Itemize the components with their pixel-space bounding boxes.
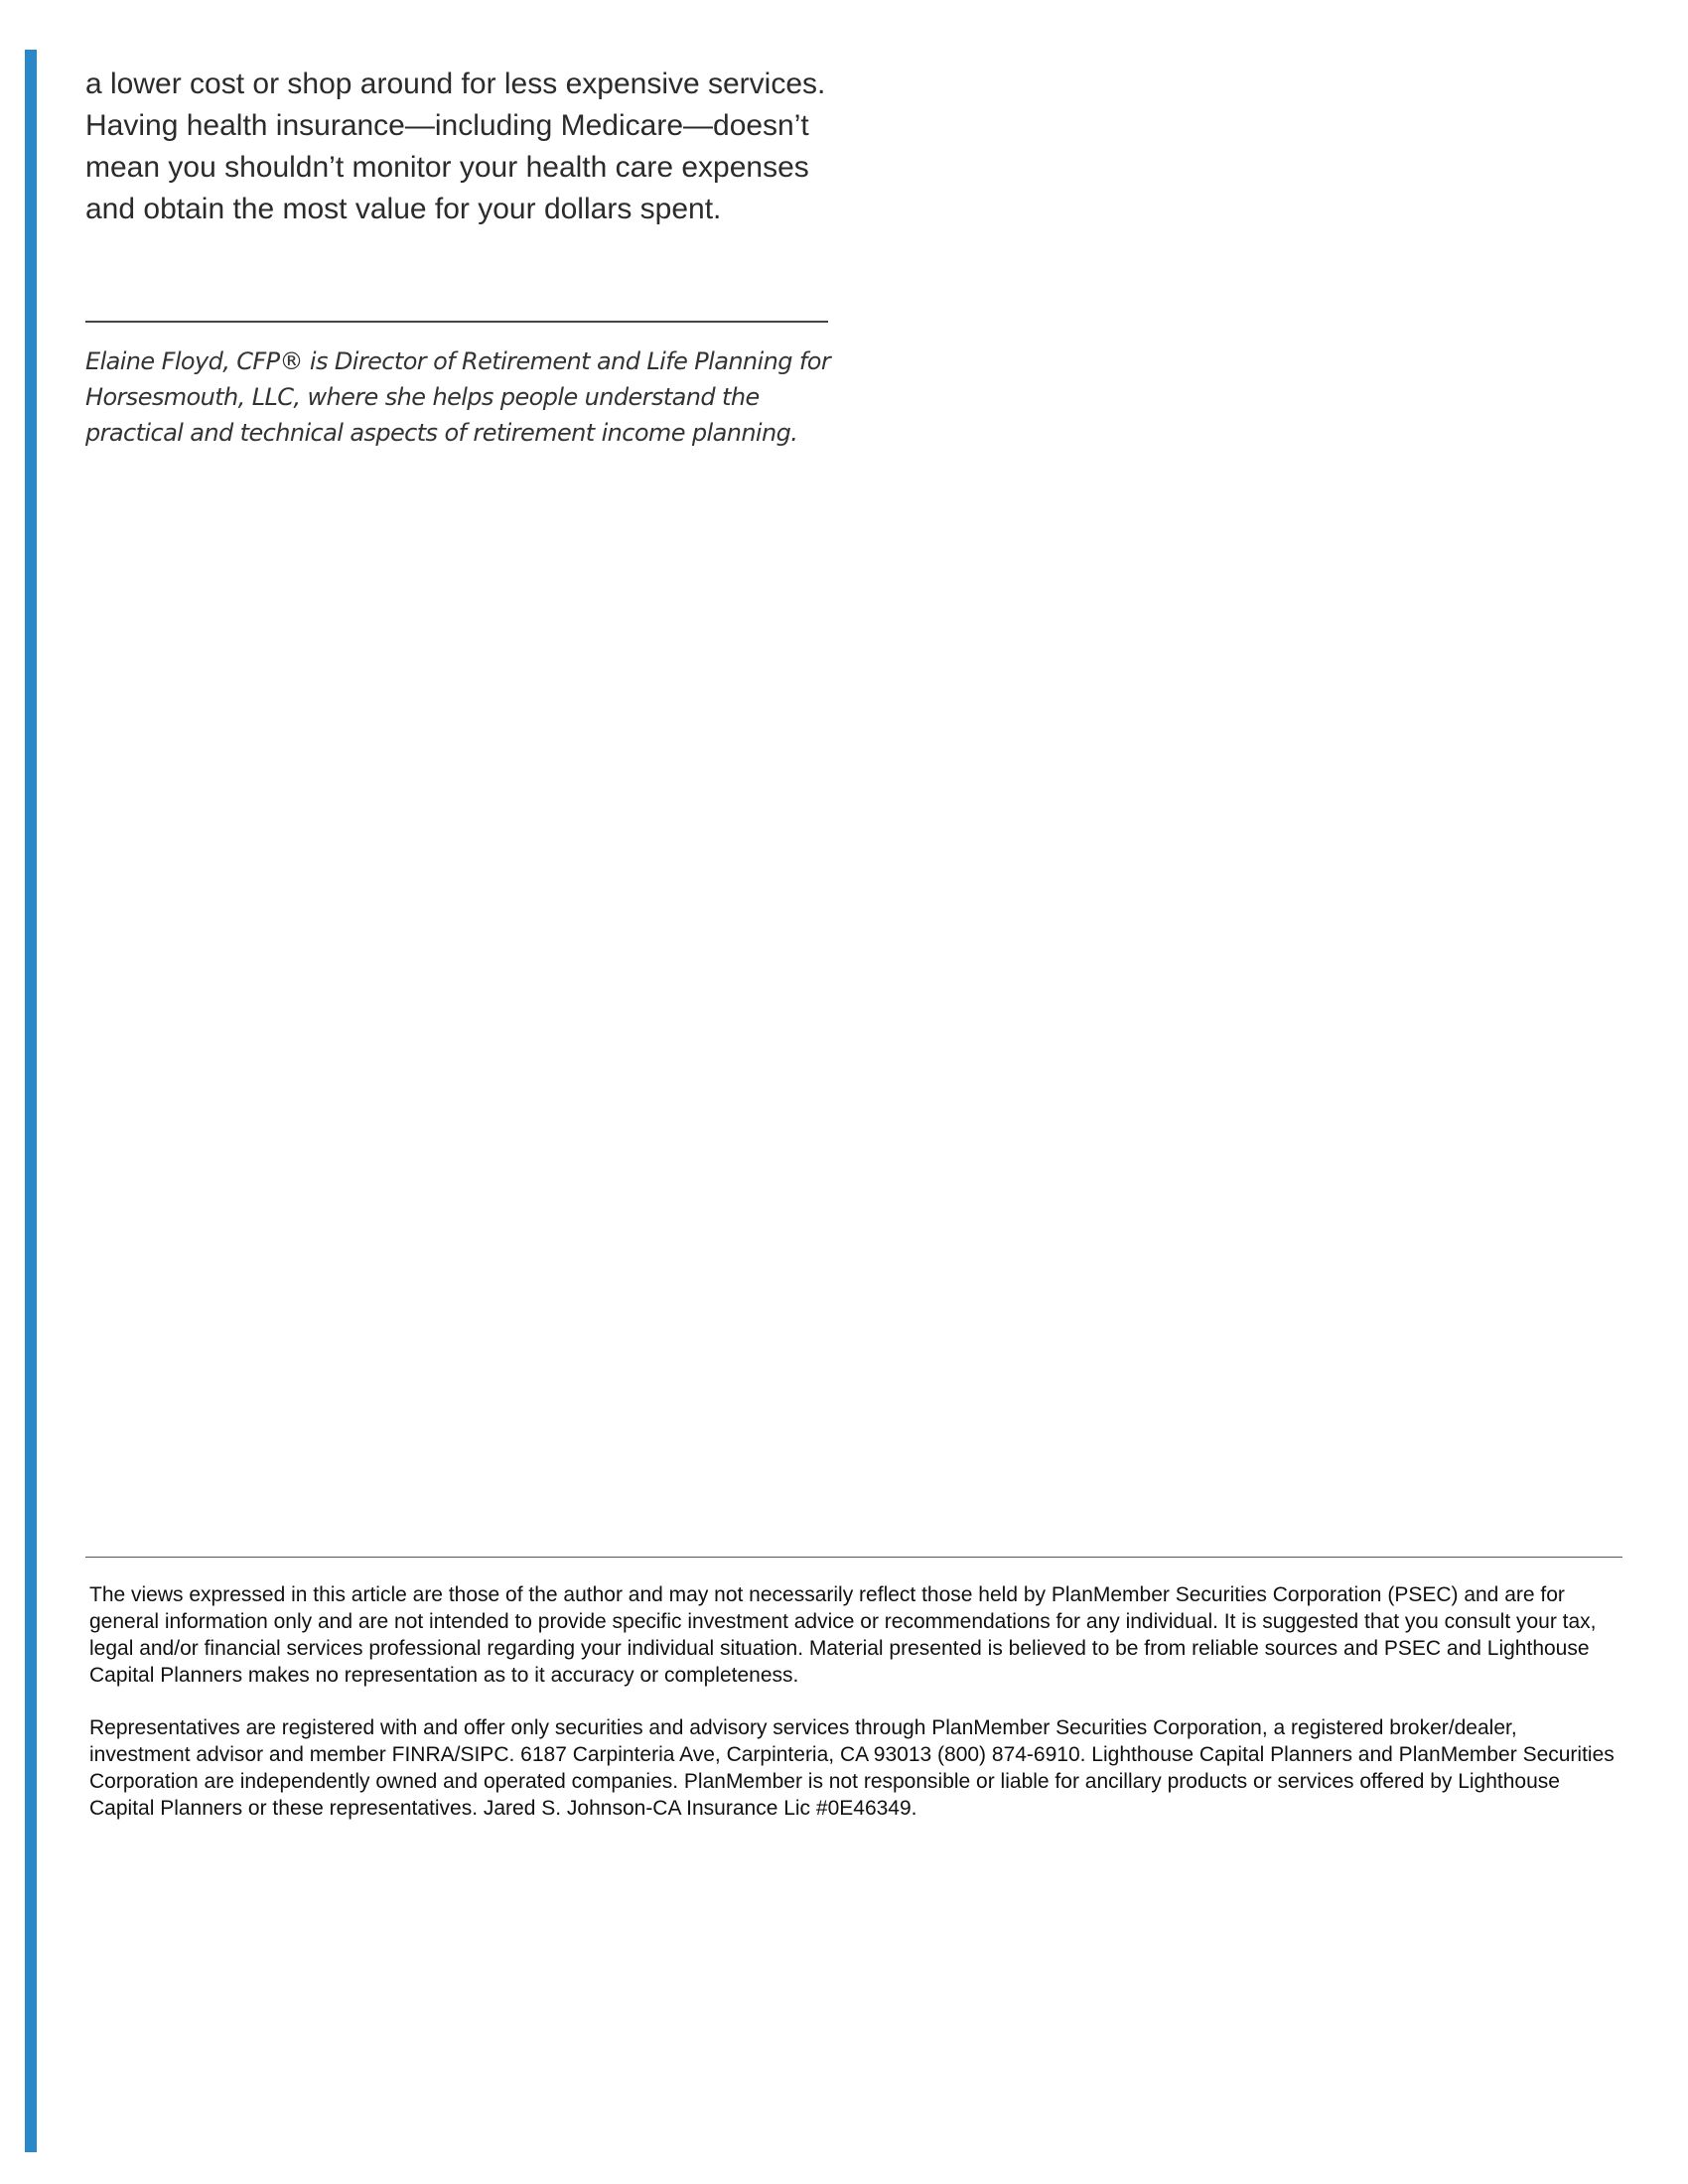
- author-bio: Elaine Floyd, CFP® is Director of Retirement and Life Planning for Horsesmouth, LLC, where she helps people understand the practical and technical aspects of retirement income planning.: [85, 347, 831, 447]
- disclaimer-representatives: Representatives are registered with and offer only securities and advisory services through PlanMember Securities Corporation, a registered broker/dealer, investment advisor and member FINRA/SIPC. 6187 Carpinteria Ave, Carpinteria, CA 93013 (800) 874-6910. Lighthouse Capital Planners and PlanMember Securities Corporation are independently owned and operated companies. PlanMember is not responsible or liable for ancillary products or services offered by Lighthouse Capital Planners or these representatives. Jared S. Johnson-CA Insurance Lic #0E46349.: [89, 1716, 1615, 1820]
- disclaimer-views: The views expressed in this article are those of the author and may not necessarily reflect those held by PlanMember Securities Corporation (PSEC) and are for general information only and are not intended to provide specific investment advice or recommendations for any individual. It is suggested that you consult your tax, legal and/or financial services professional regarding your individual situation. Material presented is believed to be from reliable sources and PSEC and Lighthouse Capital Planners makes no representation as to it accuracy or completeness.: [89, 1583, 1597, 1687]
- disclaimer-divider: [85, 1557, 1622, 1558]
- article-closing-paragraph: a lower cost or shop around for less expensive services. Having health insurance—including Medicare—doesn’t mean you shouldn’t monitor your health care expenses and obtain the most value for your dollars spent.: [85, 68, 826, 225]
- author-divider: [85, 321, 828, 323]
- left-accent-bar: [25, 50, 37, 2152]
